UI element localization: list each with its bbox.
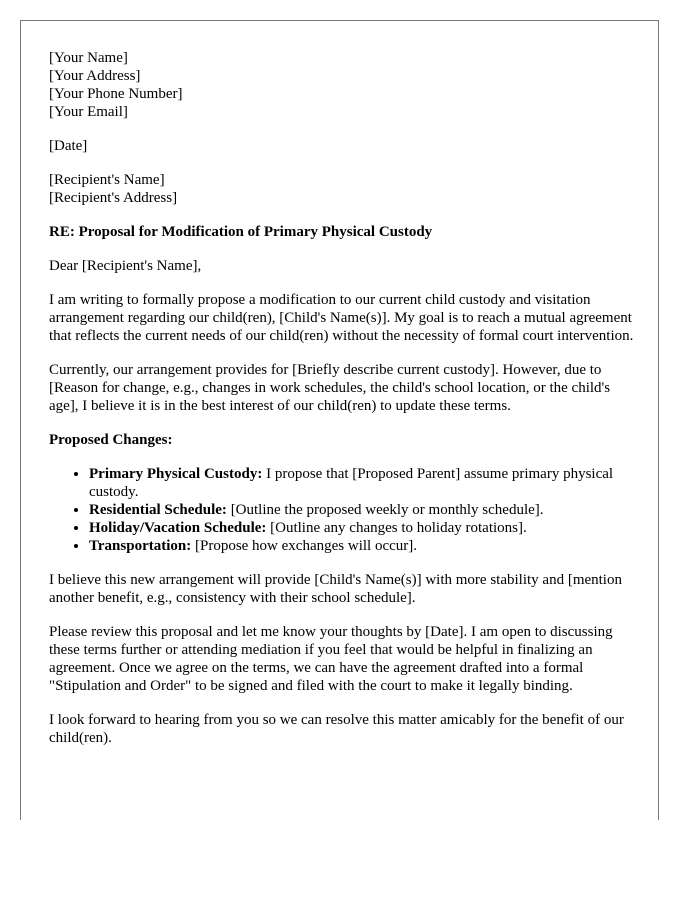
- letter-page: [20, 20, 659, 820]
- recipient-block: [49, 171, 634, 207]
- sender-block: [49, 49, 634, 121]
- list-item-label: Residential Schedule:: [89, 502, 227, 518]
- recipient-address: [Recipient's Address]: [49, 190, 178, 206]
- current-arrangement-paragraph: Currently, our arrangement provides for [Briefly describe current custody]. However, due to [Reason for change, e.g., changes in work schedules, the child's school location, or the child's age], I believe it is in the best interest of our child(ren) to update these terms.: [49, 362, 611, 414]
- salutation-block: [49, 257, 634, 275]
- benefit-paragraph-block: [49, 571, 634, 607]
- review-paragraph-block: [49, 623, 634, 695]
- subject-block: [49, 223, 634, 241]
- proposed-changes-list: [49, 465, 634, 555]
- list-item: [89, 465, 634, 501]
- letter-date: [Date]: [49, 138, 88, 154]
- sender-name: [Your Name]: [49, 50, 128, 66]
- letter-content: [49, 49, 634, 763]
- list-item-text: I propose that [Proposed Parent] assume primary physical custody.: [89, 466, 614, 500]
- sender-address: [Your Address]: [49, 68, 141, 84]
- list-item-text: [Outline any changes to holiday rotations].: [266, 520, 527, 536]
- subject-line: RE: Proposal for Modification of Primary Physical Custody: [49, 224, 433, 240]
- proposed-changes-heading: Proposed Changes:: [49, 432, 173, 448]
- salutation: Dear [Recipient's Name],: [49, 258, 202, 274]
- list-item-text: [Propose how exchanges will occur].: [191, 538, 418, 554]
- proposed-heading-block: [49, 431, 634, 449]
- list-item-label: Holiday/Vacation Schedule:: [89, 520, 267, 536]
- closing-paragraph: I look forward to hearing from you so we can resolve this matter amicably for the benefit of our child(ren).: [49, 712, 624, 746]
- intro-paragraph: I am writing to formally propose a modification to our current child custody and visitation arrangement regarding our child(ren), [Child's Name(s)]. My goal is to reach a mutual agreement that reflects the current needs of our child(ren) without the necessity of formal court intervention.: [49, 292, 634, 344]
- list-item: [89, 501, 634, 519]
- list-item: [89, 537, 634, 555]
- date-block: [49, 137, 634, 155]
- intro-paragraph-block: [49, 291, 634, 345]
- list-item: [89, 519, 634, 537]
- list-item-label: Transportation:: [89, 538, 192, 554]
- list-item-label: Primary Physical Custody:: [89, 466, 263, 482]
- sender-phone: [Your Phone Number]: [49, 86, 183, 102]
- review-paragraph: Please review this proposal and let me know your thoughts by [Date]. I am open to discussing these terms further or attending mediation if you feel that would be helpful in finalizing an agreement. Once we agree on the terms, we can have the agreement drafted into a formal "Stipulation and Order" to be signed and filed with the court to make it legally binding.: [49, 624, 613, 694]
- recipient-name: [Recipient's Name]: [49, 172, 165, 188]
- current-paragraph-block: [49, 361, 634, 415]
- sender-email: [Your Email]: [49, 104, 128, 120]
- benefit-paragraph: I believe this new arrangement will provide [Child's Name(s)] with more stability and [mention another benefit, e.g., consistency with their school schedule].: [49, 572, 622, 606]
- list-item-text: [Outline the proposed weekly or monthly schedule].: [226, 502, 544, 518]
- closing-paragraph-block: [49, 711, 634, 747]
